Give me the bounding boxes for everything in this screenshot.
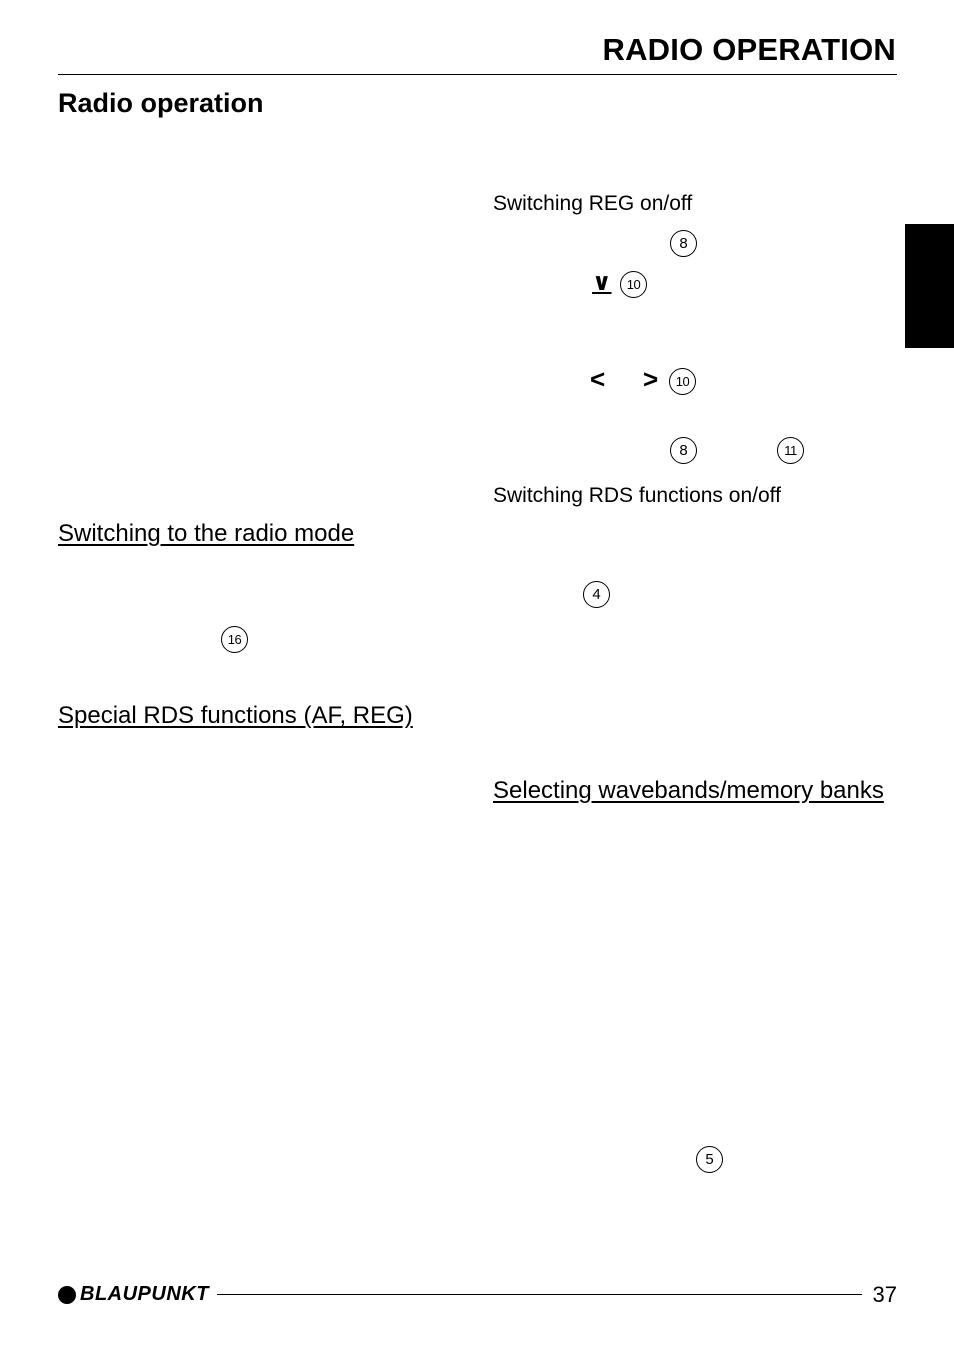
brand-logo-icon (58, 1286, 76, 1304)
special-rds-heading: Special RDS functions (AF, REG) (58, 702, 413, 729)
reg-callout-4: 8 (670, 437, 697, 464)
switching-radio-heading: Switching to the radio mode (58, 520, 355, 547)
footer-rule (217, 1294, 862, 1295)
reg-callout-5: 11 (777, 437, 804, 464)
rds-callout: 4 (583, 581, 610, 608)
header-title: RADIO OPERATION (602, 32, 896, 67)
left-key-icon: < (590, 364, 606, 394)
wavebands-heading: Selecting wavebands/memory banks (493, 777, 884, 804)
page-number: 37 (872, 1282, 897, 1307)
language-side-tab (905, 224, 954, 348)
header-rule (58, 74, 897, 75)
right-key-icon: > (643, 364, 659, 394)
page-heading: Radio operation (58, 88, 264, 118)
reg-callout-2: 10 (620, 271, 647, 298)
reg-callout-1: 8 (670, 230, 697, 257)
down-key-icon: ∨ (592, 269, 612, 296)
wavebands-callout: 5 (696, 1146, 723, 1173)
rds-heading: Switching RDS functions on/off (493, 484, 781, 507)
footer-brand: BLAUPUNKT (80, 1283, 209, 1305)
reg-callout-3: 10 (669, 368, 696, 395)
reg-heading: Switching REG on/off (493, 192, 693, 215)
switching-radio-callout: 16 (221, 626, 248, 653)
